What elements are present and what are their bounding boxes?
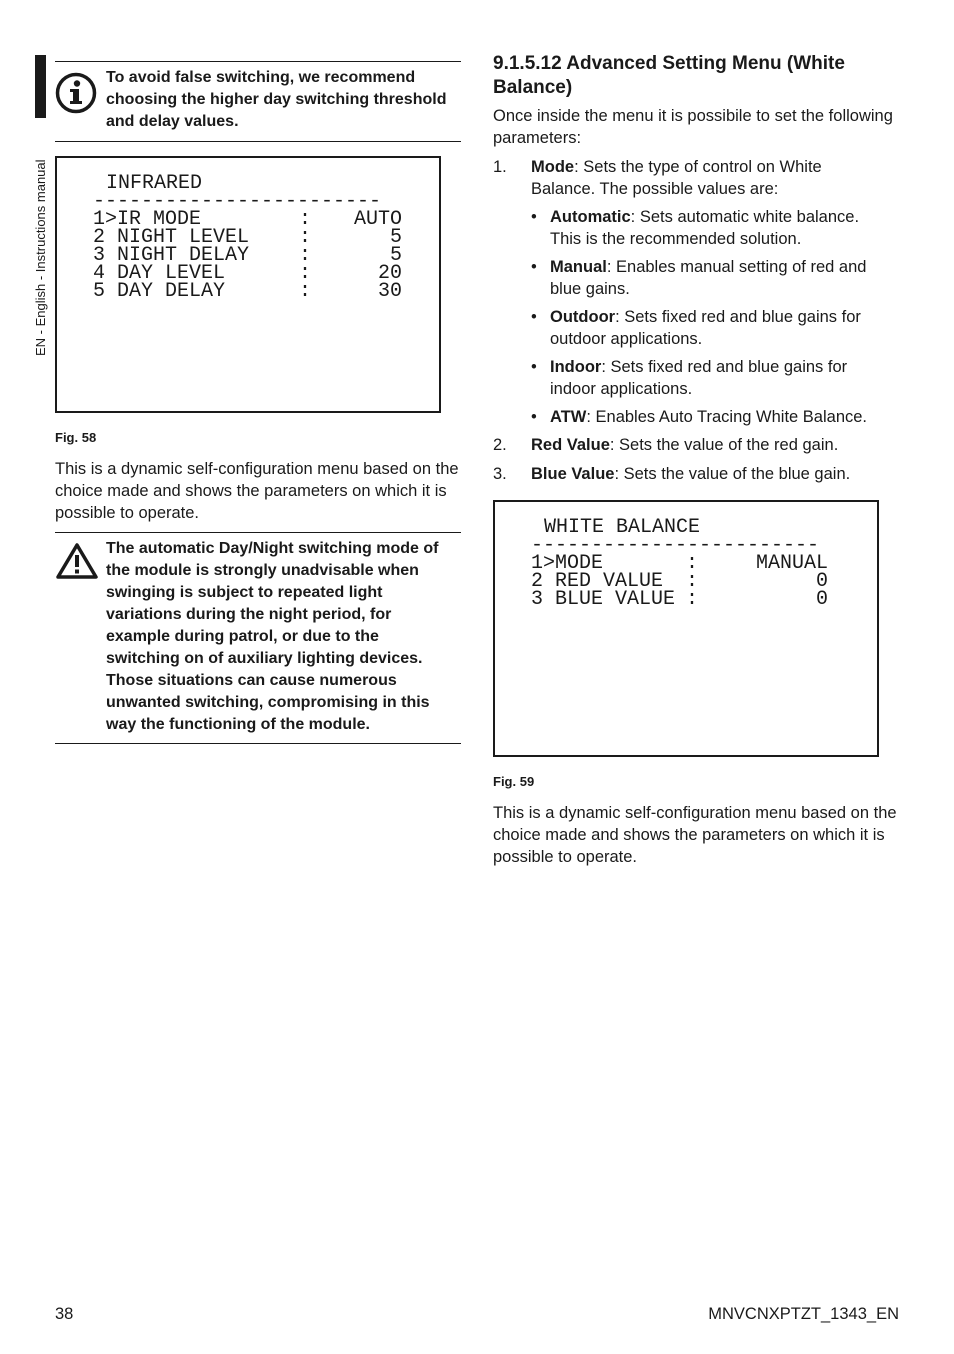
body-paragraph: This is a dynamic self-configuration menu based on the choice made and shows the parameters on which it is possible to operate. — [55, 460, 459, 522]
bullet-dot: • — [531, 358, 537, 376]
osd-menu-infrared — [55, 156, 441, 413]
osd-title: INFRARED — [106, 172, 203, 195]
bullet-text — [550, 206, 890, 250]
osd-row-value: MANUAL — [755, 552, 828, 575]
list-term: Red Value — [531, 436, 610, 454]
osd-row-colon: : — [299, 226, 312, 249]
osd-separator: ------------------------ — [531, 534, 820, 557]
osd-row-colon: : — [299, 280, 312, 303]
body-paragraph: This is a dynamic self-configuration menu based on the choice made and shows the parameters on which it is possible to operate. — [493, 804, 897, 866]
bullet-dot: • — [531, 258, 537, 276]
bullet-term: Outdoor — [550, 308, 616, 326]
bullet-text — [550, 356, 890, 400]
info-icon — [55, 72, 97, 114]
list-desc: : Sets the value of the blue gain. — [614, 465, 851, 483]
osd-row-colon: : — [299, 208, 312, 231]
osd-row-colon: : — [299, 244, 312, 267]
osd-row-label: 4 DAY LEVEL — [93, 262, 226, 285]
bullet-dot: • — [531, 308, 537, 326]
divider — [55, 743, 461, 744]
list-text — [531, 463, 876, 485]
section-heading: 9.1.5.12 Advanced Setting Menu (White Balance) — [493, 53, 845, 98]
osd-row-label: 3 NIGHT DELAY — [93, 244, 250, 267]
bullet-term: Automatic — [550, 208, 631, 226]
bullet-term: ATW — [550, 408, 587, 426]
bullet-text — [550, 256, 890, 300]
divider — [55, 141, 461, 142]
list-number: 2. — [493, 436, 507, 454]
osd-row-label: 5 DAY DELAY — [93, 280, 226, 303]
bullet-desc: : Enables Auto Tracing White Balance. — [586, 408, 868, 426]
figure-caption: Fig. 58 — [55, 430, 97, 445]
osd-row-label: 1>IR MODE — [93, 208, 202, 231]
bullet-text — [550, 306, 890, 350]
list-term: Mode — [531, 158, 575, 176]
osd-row-value: 30 — [377, 280, 402, 303]
osd-menu-white-balance — [493, 500, 879, 757]
warning-note-text: The automatic Day/Night switching mode of the module is strongly unadvisable when swinging is subject to repeated light variations during the night period, for example during patrol, or due to the switching on of auxiliary lighting devices. Those situations can cause numerous unwanted switching, compromising in this way the functioning of the module. — [106, 540, 439, 733]
bullet-term: Indoor — [550, 358, 602, 376]
intro-paragraph: Once inside the menu it is possibile to set the following parameters: — [493, 107, 893, 147]
bullet-term: Manual — [550, 258, 607, 276]
list-text — [531, 434, 876, 456]
list-number: 3. — [493, 465, 507, 483]
bullet-dot: • — [531, 208, 537, 226]
osd-row-value: 5 — [389, 244, 402, 267]
osd-row-label: 1>MODE — [531, 552, 604, 575]
sidebar-label: EN - English - Instructions manual — [33, 159, 48, 356]
osd-row-colon: : — [686, 570, 699, 593]
warning-icon — [55, 542, 99, 580]
info-note-text: To avoid false switching, we recommend choosing the higher day switching threshold and delay values. — [106, 69, 447, 130]
list-term: Blue Value — [531, 465, 615, 483]
osd-separator: ------------------------ — [93, 190, 382, 213]
page-number: 38 — [55, 1305, 74, 1323]
osd-row-value: 0 — [815, 570, 828, 593]
figure-caption: Fig. 59 — [493, 774, 535, 789]
bullet-dot: • — [531, 408, 537, 426]
list-desc: : Sets the type of control on White Balance. The possible values are: — [531, 158, 822, 198]
bullet-text — [550, 406, 890, 428]
divider — [55, 532, 461, 533]
osd-row-label: 3 BLUE VALUE — [531, 588, 676, 611]
osd-row-colon: : — [686, 552, 699, 575]
divider — [55, 61, 461, 62]
osd-row-colon: : — [686, 588, 699, 611]
osd-row-colon: : — [299, 262, 312, 285]
list-desc: : Sets the value of the red gain. — [609, 436, 839, 454]
bullet-desc: : Enables manual setting of red and blue gains. — [550, 258, 867, 298]
osd-row-label: 2 NIGHT LEVEL — [93, 226, 250, 249]
osd-row-value: AUTO — [353, 208, 402, 231]
osd-title: WHITE BALANCE — [544, 516, 701, 539]
bullet-desc: : Sets automatic white balance. This is the recommended solution. — [550, 208, 860, 248]
list-text — [531, 156, 876, 200]
osd-row-value: 5 — [389, 226, 402, 249]
bullet-desc: : Sets fixed red and blue gains for indoor applications. — [550, 358, 848, 398]
sidebar-marker — [35, 55, 46, 118]
bullet-desc: : Sets fixed red and blue gains for outdoor applications. — [550, 308, 861, 348]
osd-row-value: 0 — [815, 588, 828, 611]
document-code: MNVCNXPTZT_1343_EN — [708, 1305, 899, 1323]
osd-row-value: 20 — [377, 262, 402, 285]
list-number: 1. — [493, 158, 507, 176]
osd-row-label: 2 RED VALUE — [531, 570, 664, 593]
